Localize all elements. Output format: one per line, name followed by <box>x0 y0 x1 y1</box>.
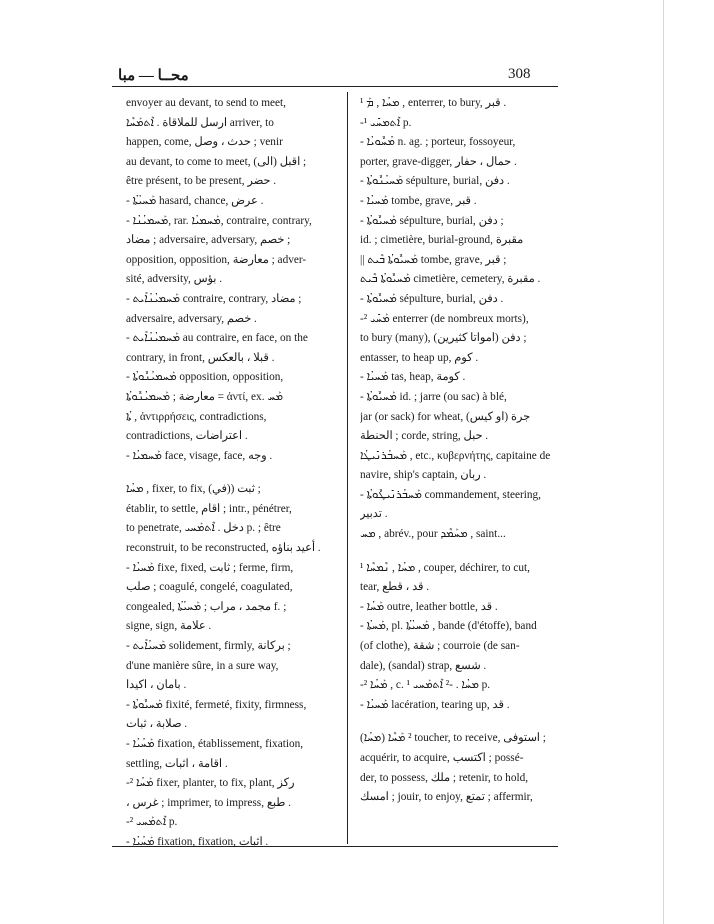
page-number: 308 <box>508 66 531 82</box>
entry-line: ¹ ܡܚܳܐ , ܡܰ , enterrer, to bury, قبر . <box>360 97 507 109</box>
entry-line: - ܡܰܚܡܝܳܐ face, visage, face, وجه . <box>126 449 273 462</box>
entry-line: - ܡܰܚܡܝܳܢܳܐܺܝܬ au contraire, en face, on the <box>126 332 308 345</box>
entry-line: adversaire, adversary, خصم . <box>126 312 257 325</box>
entry-line: happen, come, حدث ، وصل ; venir <box>126 136 283 149</box>
entry-line: - ܡܰܚܝܳܐ tombe, grave, قبر . <box>360 194 477 207</box>
entry-line: -² ܐܶܬܡܰܚܝ p. <box>126 816 178 829</box>
entry-line: - ܡܰܚܡܝܳܢܽܘܬܳܐ opposition, opposition, <box>126 371 284 384</box>
entry-line: صلابة ، ثبات . <box>126 718 188 731</box>
entry-line: - ܡܰܚܝܳܐ tas, heap, كومة . <box>360 371 466 384</box>
entry-line: entasser, to heap up, كوم . <box>360 351 479 364</box>
entry-line: - ܡܳܚܽܘܝܳܐ n. ag. ; porteur, fossoyeur, <box>360 136 516 149</box>
entry-line: -² ܡܰܚܺܝ enterrer (de nombreux morts), <box>360 312 529 325</box>
entry-line: tear, قد ، قطع . <box>360 581 430 594</box>
entry-line: - ܡܰܚܝܳܢܽܘܬܳܐ sépulture, burial, دفن . <box>360 175 510 188</box>
entry-line: - ܡܰܚܝܳܬܳܐ hasard, chance, عرض . <box>126 194 264 207</box>
right-column <box>360 94 560 808</box>
entry-line: -² ܡܰܚܳܐ , c. ¹ ܡܚܳܐ . -² ܐܶܬܡܰܚܝ p. <box>360 679 491 692</box>
left-column <box>126 94 342 853</box>
entry-line: مضاد ; adversaire, adversary, خصم ; <box>126 234 291 247</box>
column-divider <box>347 92 348 844</box>
entry-line: (of clothe), شقة ; courroie (de san- <box>360 640 520 653</box>
entry-line: ، غرس ; imprimer, to impress, طبع . <box>126 796 291 809</box>
entry-line: - ܡܰܚܬܳܐ, pl. ܡܰܚܝܳܬܳܐ , bande (d'étoffe), band <box>360 620 537 633</box>
entry-line: - ܡܰܚܒܳܪܢܺܝܛܽܘܬܳܐ commandement, steering, <box>360 488 542 501</box>
entry-line: - ܡܰܚܡܝܳܢܳܐܺܝܬ contraire, contrary, مضاد ; <box>126 292 302 305</box>
entry-line: بامان ، اكيدا . <box>126 679 187 692</box>
entry-line: ܡܚܳܐ , fixer, to fix, (ثبت ((في ; <box>126 483 261 496</box>
entry-line: ارسل للملاقاة . ܐܶܬܡܰܚܶܐ arriver, to <box>126 116 274 129</box>
entry-line: envoyer au devant, to send to meet, <box>126 97 286 109</box>
entry-line: au devant, to come to meet, (اقبل (الى ; <box>126 155 307 168</box>
entry-line: معارضة ; ܡܰܚܡܝܳܢܽܘܬܳܐ = ἀντί, ex. ܡܰܚ <box>126 390 283 403</box>
entry-line: contrary, in front, قبلا ، بالعكس . <box>126 351 275 364</box>
entry-line: - ܡܰܚܝܳܐ lacération, tearing up, قد . <box>360 698 510 711</box>
entry-line: d'une manière sûre, in a sure way, <box>126 659 279 672</box>
entry-line: signe, sign, علامة . <box>126 620 212 633</box>
entry-line: ܡܰܚܝܽܘܬܳܐ ܒܶܝܬ cimetière, cemetery, مقبرة . <box>360 273 541 286</box>
entry-line: - ܡܰܚܝܽܘܬܳܐ id. ; jarre (ou sac) à blé, <box>360 390 507 403</box>
entry-line: امسك ; jouir, to enjoy, تمتع ; affermir, <box>360 791 533 804</box>
entry-line: الحنطة ; corde, string, حبل . <box>360 430 489 443</box>
entry-line: (ܡܚܳܐ) ² ܡܰܚܶܐ toucher, to receive, استوفى ; <box>360 732 546 745</box>
entry-line: ܡܰܚܒܳܪܢܺܝܛܳܐ , etc., κυβερνήτης, capitaine de <box>360 449 551 462</box>
entry-line: der, to possess, ملك ; retenir, to hold, <box>360 771 529 784</box>
entry-line: || ܡܰܚܝܽܘܬܳܐ ܒܶܝܬ tombe, grave, قبر ; <box>360 253 507 266</box>
entry-line: navire, ship's captain, ربان . <box>360 469 487 482</box>
entry-line: -² ܡܰܚܳܐ fixer, planter, to fix, plant, ركز <box>126 777 295 790</box>
entry-line: - ܡܰܚܝܽܘܬܳܐ sépulture, burial, دفن . <box>360 292 504 305</box>
header-rule <box>112 86 558 87</box>
entry-line: to bury (many), (دفن (امواتا كثيرين ; <box>360 332 527 345</box>
page-edge-line <box>663 0 664 924</box>
entry-line: établir, to settle, اقام ; intr., pénétrer, <box>126 502 292 515</box>
entry-line: ¹ ܡܚܳܐ , ܢܶܡܚܶܐ , couper, déchirer, to cut, <box>360 561 531 574</box>
entry-line: id. ; cimetière, burial-ground, مقبرة <box>360 234 524 247</box>
entry-line: تدبير . <box>360 508 388 521</box>
entry-line: reconstruit, to be reconstructed, أعيد بناؤه . <box>126 542 321 555</box>
entry-line: صلب ; coagulé, congelé, coagulated, <box>126 581 293 594</box>
entry-line: - ܡܰܚܝܳܐ fixe, fixed, ثابت ; ferme, firm, <box>126 561 294 574</box>
entry-line: être présent, to be present, حضر . <box>126 175 277 188</box>
entry-line: - ܡܰܚܳܐ outre, leather bottle, قد . <box>360 600 498 613</box>
entry-line: - ܡܰܚܝܽܘܬܳܐ sépulture, burial, دفن ; <box>360 214 504 227</box>
entry-line: jar (or sack) for wheat, (جرة (او كيس <box>360 410 531 423</box>
entry-line: -¹ ܐܶܬܡܚܺܝ p. <box>360 116 412 129</box>
entry-line: ܬܳܐ , ἀντιρρήσεις, contradictions, <box>126 410 267 423</box>
entry-line: - ܡܰܚܝܽܘܬܳܐ fixité, fermeté, fixity, firmness, <box>126 698 307 711</box>
entry-line: sité, adversity, بؤس . <box>126 273 223 286</box>
entry-line: contradictions, اعتراضات . <box>126 430 248 443</box>
entry-line: - ܡܰܚܳܝܳܐ fixation, fixation, اثبات . <box>126 835 269 848</box>
entry-line: porter, grave-digger, حمال ، حفار . <box>360 155 517 168</box>
entry-line: - ܡܰܚܝܳܐܺܝܬ solidement, firmly, بركانة ; <box>126 640 291 653</box>
entry-line: settling, اقامة ، اثبات . <box>126 757 228 770</box>
entry-line: ܡܚ , abrév., pour ܡܚܰܡܶܕ , saint... <box>360 528 506 541</box>
entry-line: to penetrate, دخل . ܐܶܬܡܰܚܝ p. ; être <box>126 522 281 535</box>
entry-line: dale), (sandal) strap, شسع . <box>360 659 487 672</box>
entry-line: - ܡܰܚܳܝܳܐ fixation, établissement, fixation, <box>126 738 304 750</box>
entry-line: - ܡܰܚܡܝܳܢܳܐ, rar. ܡܰܚܡܝܳܐ, contraire, contrary, <box>126 214 312 227</box>
entry-line: opposition, opposition, معارضة ; adver- <box>126 253 307 266</box>
entry-line: congealed, مجمد ، مراب ; ܡܰܚܝܳܬܳܐ f. ; <box>126 600 287 613</box>
entry-line: acquérir, to acquire, اكتسب ; possé- <box>360 752 524 764</box>
running-head: محــا — مبا <box>118 68 189 84</box>
